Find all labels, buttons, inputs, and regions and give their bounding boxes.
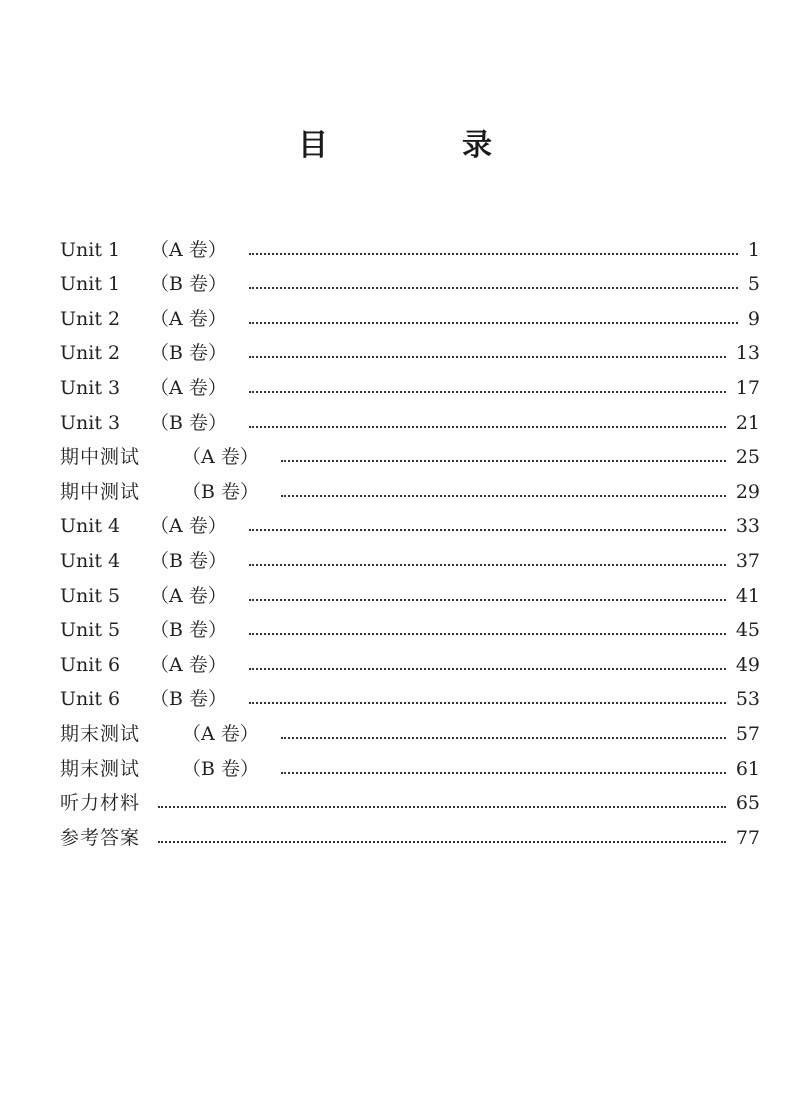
toc-row[interactable] [56,470,760,505]
toc-row[interactable] [56,782,760,817]
toc-paper: （B 卷） [182,480,260,503]
toc-unit: 期末测试 [60,722,141,745]
dot-leader [249,529,726,531]
dot-leader [158,841,726,843]
toc-unit: Unit 2 [60,342,121,365]
dot-leader [249,356,726,358]
toc-page-number: 25 [735,446,760,469]
toc-unit: Unit 1 [60,238,121,261]
dot-leader [158,806,726,808]
toc-unit: 期末测试 [60,757,141,780]
dot-leader [249,391,726,393]
toc-row[interactable] [56,539,760,574]
toc-page-number: 17 [735,376,760,399]
toc-page-number: 13 [735,342,760,365]
toc-unit: 期中测试 [60,446,141,469]
toc-row[interactable] [56,712,760,747]
toc-unit: Unit 6 [60,653,121,676]
dot-leader [281,460,726,462]
toc-page-number: 77 [735,826,760,849]
toc-paper: （A 卷） [150,515,227,538]
toc-unit: Unit 6 [60,688,121,711]
toc-page-number: 65 [735,792,760,815]
toc-page-number: 45 [735,619,760,642]
toc-row[interactable] [56,643,760,678]
toc-paper: （B 卷） [150,549,228,572]
toc-page-number: 41 [735,584,760,607]
toc-paper: （A 卷） [150,376,227,399]
toc-unit: Unit 5 [60,619,121,642]
toc-paper: （A 卷） [182,722,259,745]
toc-row[interactable] [56,574,760,609]
toc-row[interactable] [56,401,760,436]
toc-page-number: 21 [735,411,760,434]
toc-page-number: 53 [735,688,760,711]
toc-row[interactable] [56,505,760,540]
toc-unit: 参考答案 [60,826,141,849]
toc-page-number: 49 [735,653,760,676]
toc-page-number: 9 [747,307,760,330]
dot-leader [249,287,738,289]
toc-unit: Unit 4 [60,549,121,572]
dot-leader [249,702,726,704]
toc-page-number: 37 [735,549,760,572]
toc-paper: （A 卷） [150,653,227,676]
dot-leader [249,322,738,324]
dot-leader [249,564,726,566]
toc-unit: Unit 1 [60,273,121,296]
dot-leader [281,737,726,739]
toc-unit: Unit 5 [60,584,121,607]
toc-unit: Unit 2 [60,307,121,330]
dot-leader [281,495,726,497]
toc-row[interactable] [56,678,760,713]
toc-page-number: 57 [735,722,760,745]
toc-row[interactable] [56,747,760,782]
toc-row[interactable] [56,366,760,401]
toc-page-number: 61 [735,757,760,780]
toc-page-number: 5 [747,273,760,296]
toc-unit: 听力材料 [60,792,141,815]
toc-unit: Unit 3 [60,411,121,434]
toc-paper: （A 卷） [150,307,227,330]
dot-leader [249,426,726,428]
page-title: 目 录 [298,128,544,163]
toc-paper: （A 卷） [182,446,259,469]
toc-page-number: 1 [747,238,760,261]
table-of-contents [56,228,760,851]
toc-unit: Unit 3 [60,376,121,399]
toc-paper: （B 卷） [182,757,260,780]
toc-paper: （A 卷） [150,238,227,261]
dot-leader [249,253,738,255]
toc-row[interactable] [56,228,760,263]
toc-paper: （B 卷） [150,273,228,296]
toc-row[interactable] [56,332,760,367]
toc-row[interactable] [56,263,760,298]
toc-row[interactable] [56,816,760,851]
toc-row[interactable] [56,609,760,644]
dot-leader [249,599,726,601]
dot-leader [281,772,726,774]
toc-unit: 期中测试 [60,480,141,503]
toc-paper: （B 卷） [150,342,228,365]
dot-leader [249,633,726,635]
toc-unit: Unit 4 [60,515,121,538]
toc-paper: （B 卷） [150,619,228,642]
toc-page-number: 29 [735,480,760,503]
dot-leader [249,668,726,670]
toc-paper: （B 卷） [150,688,228,711]
toc-paper: （A 卷） [150,584,227,607]
toc-row[interactable] [56,297,760,332]
toc-page-number: 33 [735,515,760,538]
toc-row[interactable] [56,436,760,471]
toc-paper: （B 卷） [150,411,228,434]
